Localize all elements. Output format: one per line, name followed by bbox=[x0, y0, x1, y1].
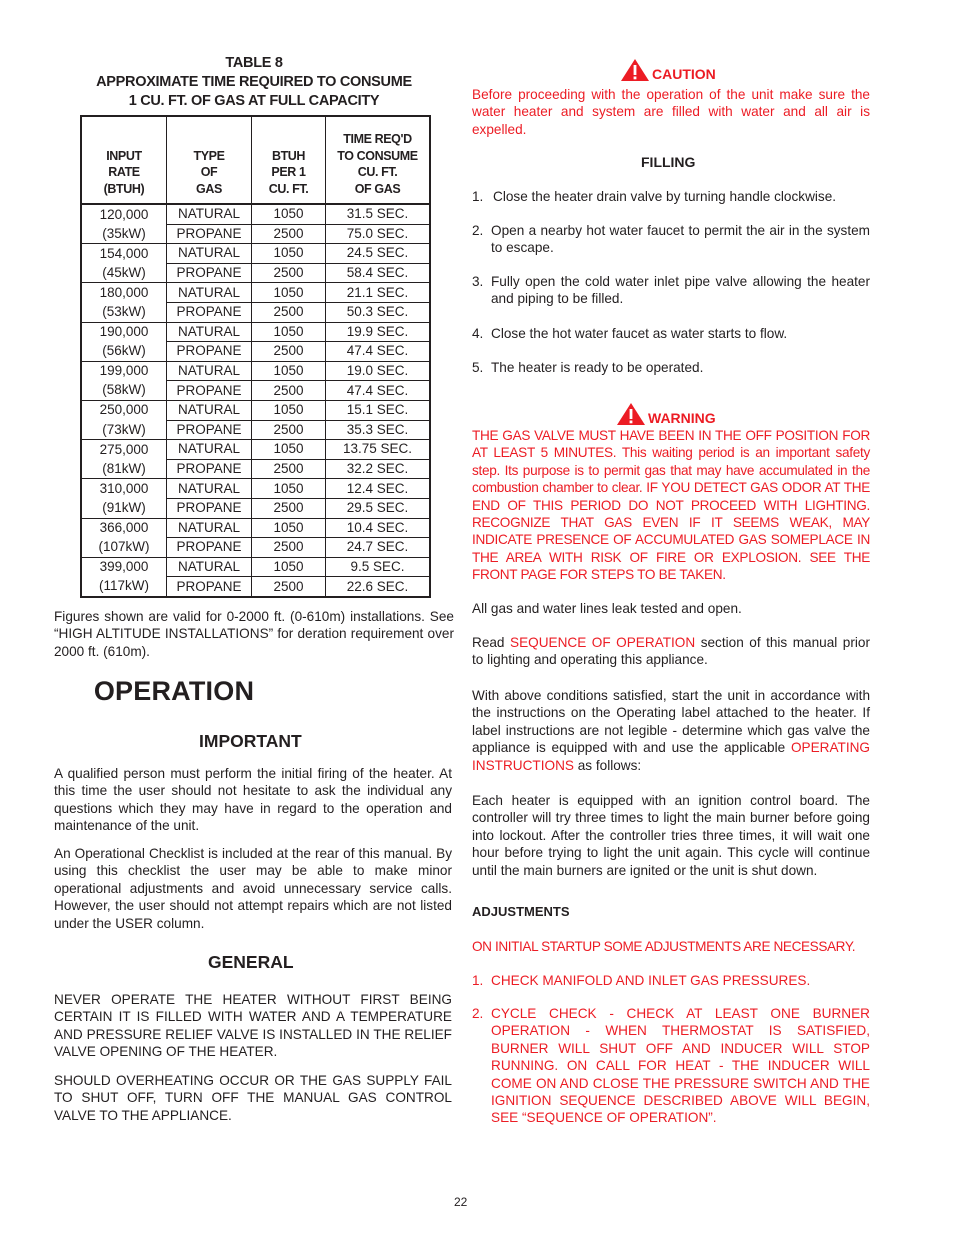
table-title-line2: APPROXIMATE TIME REQUIRED TO CONSUME bbox=[96, 74, 412, 90]
btuh-cell: 2500 bbox=[252, 381, 326, 401]
gas-type-cell: NATURAL bbox=[167, 440, 252, 460]
gas-type-cell: PROPANE bbox=[167, 498, 252, 518]
gas-type-cell: NATURAL bbox=[167, 204, 252, 224]
caution-label bbox=[620, 58, 716, 82]
table-row bbox=[81, 400, 430, 420]
warning-text: THE GAS VALVE MUST HAVE BEEN IN THE OFF POSITION FOR AT LEAST 5 MINUTES. This waiting period is an important safety step. Its purpose is to permit gas that may have accumulated in the combustion chamber to clear. IF YOU DETECT GAS ODOR AT THE END OF THIS PERIOD DO NOT PROCEED WITH LIGHTING. RECOGNIZE THAT GAS EVEN IF IT SEEMS WEAK, MAY INDICATE PRESENCE OF ACCUMULATED GAS SOMEPLACE IN THE AREA WITH RISK OF FIRE OR EXPLOSION. SEE THE FRONT PAGE FOR STEPS TO BE TAKEN. bbox=[472, 428, 870, 583]
btuh-cell: 1050 bbox=[252, 244, 326, 264]
header-text: PER 1 bbox=[271, 165, 306, 179]
gas-type-cell: NATURAL bbox=[167, 322, 252, 342]
input-rate-cell: 199,000 bbox=[81, 361, 167, 381]
operating-instructions-link[interactable]: OPERATING INSTRUCTIONS bbox=[472, 740, 870, 773]
time-cell: 10.4 SEC. bbox=[326, 518, 431, 538]
gas-type-cell: NATURAL bbox=[167, 518, 252, 538]
table-row bbox=[81, 204, 430, 224]
time-cell: 19.0 SEC. bbox=[326, 361, 431, 381]
table-title bbox=[54, 54, 454, 111]
input-rate-cell: 190,000 bbox=[81, 322, 167, 342]
time-cell: 47.4 SEC. bbox=[326, 342, 431, 362]
gas-type-cell: PROPANE bbox=[167, 302, 252, 322]
header-btuh-per-cuft bbox=[252, 116, 326, 204]
input-rate-cell: 275,000 bbox=[81, 440, 167, 460]
gas-consumption-table bbox=[80, 115, 431, 598]
item-number: 2. bbox=[472, 1006, 484, 1021]
warning-triangle-icon bbox=[616, 402, 646, 426]
btuh-cell: 2500 bbox=[252, 420, 326, 440]
general-paragraph-1: NEVER OPERATE THE HEATER WITHOUT FIRST BEING CERTAIN IT IS FILLED WITH WATER AND A TEMPERATURE AND PRESSURE RELIEF VALVE IS INSTALLED IN THE RELIEF VALVE OPENING OF THE HEATER. bbox=[54, 992, 452, 1060]
input-kw-cell: (35kW) bbox=[102, 225, 146, 241]
table-row bbox=[81, 440, 430, 460]
important-paragraph-2: An Operational Checklist is included at the rear of this manual. By using this checklist the user may be able to make minor operational adjustments and avoid unnecessary service calls. However, the user should not attempt repairs which are not listed under the USER column. bbox=[54, 846, 452, 931]
table-row bbox=[81, 479, 430, 499]
ignition-paragraph: Each heater is equipped with an ignition control board. The controller will try three times to light the main burner before going into lockout. After the controller tries three times, it will wait one hour before trying to light the unit again. This cycle will continue until the main burners are ignited or the unit is shut down. bbox=[472, 793, 870, 878]
input-rate-cell: 399,000 bbox=[81, 557, 167, 577]
btuh-cell: 1050 bbox=[252, 322, 326, 342]
warning-triangle-icon bbox=[620, 58, 650, 82]
input-kw-cell: (117kW) bbox=[98, 578, 149, 594]
step-text: Close the hot water faucet as water starts to flow. bbox=[491, 326, 788, 341]
table-footnote: Figures shown are valid for 0-2000 ft. (0-610m) installations. See “HIGH ALTITUDE INSTALLATIONS” for deration requirement over 2000 ft. (610m). bbox=[54, 609, 454, 659]
input-kw-cell: (56kW) bbox=[102, 343, 146, 359]
btuh-cell: 1050 bbox=[252, 204, 326, 224]
header-text: TYPE bbox=[193, 148, 225, 163]
item-text: CHECK MANIFOLD AND INLET GAS PRESSURES. bbox=[491, 973, 811, 988]
leak-tested-text: All gas and water lines leak tested and open. bbox=[472, 601, 742, 616]
btuh-cell: 2500 bbox=[252, 459, 326, 479]
time-cell: 13.75 SEC. bbox=[326, 440, 431, 460]
input-rate-cell: 310,000 bbox=[81, 479, 167, 499]
btuh-cell: 2500 bbox=[252, 498, 326, 518]
gas-type-cell: NATURAL bbox=[167, 479, 252, 499]
table-row bbox=[81, 244, 430, 264]
header-text: CU. FT. bbox=[357, 165, 398, 179]
step-text: Fully open the cold water inlet pipe valve allowing the heater and piping to be filled. bbox=[491, 274, 870, 307]
btuh-cell: 1050 bbox=[252, 361, 326, 381]
time-cell: 50.3 SEC. bbox=[326, 302, 431, 322]
step-number: 5. bbox=[472, 360, 484, 375]
gas-type-cell: NATURAL bbox=[167, 400, 252, 420]
header-time-required bbox=[326, 116, 431, 204]
table-row bbox=[81, 557, 430, 577]
time-cell: 32.2 SEC. bbox=[326, 459, 431, 479]
input-kw-cell: (45kW) bbox=[102, 264, 146, 280]
header-text: RATE bbox=[108, 165, 140, 179]
btuh-cell: 2500 bbox=[252, 302, 326, 322]
input-kw-cell: (58kW) bbox=[102, 382, 146, 398]
input-kw-cell: (81kW) bbox=[102, 460, 146, 476]
gas-type-cell: NATURAL bbox=[167, 557, 252, 577]
time-cell: 35.3 SEC. bbox=[326, 420, 431, 440]
header-text: GAS bbox=[196, 181, 222, 196]
header-text: TO CONSUME bbox=[337, 148, 418, 163]
text-span: as follows: bbox=[573, 757, 642, 773]
text-span: section of this manual prior to lighting and operating this appliance. bbox=[472, 635, 870, 668]
warning-label bbox=[616, 402, 716, 426]
table-row bbox=[81, 498, 430, 518]
table-row bbox=[81, 361, 430, 381]
gas-type-cell: PROPANE bbox=[167, 459, 252, 479]
table-row bbox=[81, 224, 430, 244]
time-cell: 12.4 SEC. bbox=[326, 479, 431, 499]
time-cell: 75.0 SEC. bbox=[326, 224, 431, 244]
table-row bbox=[81, 322, 430, 342]
time-cell: 58.4 SEC. bbox=[326, 263, 431, 283]
important-heading: IMPORTANT bbox=[199, 731, 302, 751]
time-cell: 21.1 SEC. bbox=[326, 283, 431, 303]
sequence-of-operation-link[interactable]: SEQUENCE OF OPERATION bbox=[510, 635, 696, 650]
table-title-line3: 1 CU. FT. OF GAS AT FULL CAPACITY bbox=[128, 93, 380, 109]
btuh-cell: 1050 bbox=[252, 400, 326, 420]
text-span: With above conditions satisfied, start the unit in accordance with the instructions on the Operating label attached to the heater. If label instructions are not legible - determine which gas valve the appliance is equipped with and use the applicable bbox=[472, 688, 870, 756]
header-text: TIME REQ'D bbox=[343, 132, 412, 146]
time-cell: 31.5 SEC. bbox=[326, 204, 431, 224]
time-cell: 15.1 SEC. bbox=[326, 400, 431, 420]
adjustments-heading: ADJUSTMENTS bbox=[472, 904, 570, 919]
gas-type-cell: PROPANE bbox=[167, 577, 252, 597]
table-row bbox=[81, 459, 430, 479]
table-row bbox=[81, 381, 430, 401]
header-text: CU. FT. bbox=[268, 181, 309, 196]
table-row bbox=[81, 518, 430, 538]
input-rate-cell: 366,000 bbox=[81, 518, 167, 538]
table-row bbox=[81, 538, 430, 558]
gas-type-cell: PROPANE bbox=[167, 263, 252, 283]
gas-type-cell: NATURAL bbox=[167, 283, 252, 303]
time-cell: 29.5 SEC. bbox=[326, 498, 431, 518]
table-header-row bbox=[81, 116, 430, 204]
table-row bbox=[81, 420, 430, 440]
item-number: 1. bbox=[472, 973, 484, 988]
table-row bbox=[81, 283, 430, 303]
general-paragraph-2: SHOULD OVERHEATING OCCUR OR THE GAS SUPPLY FAIL TO SHUT OFF, TURN OFF THE MANUAL GAS CONTROL VALVE TO THE APPLIANCE. bbox=[54, 1073, 452, 1123]
btuh-cell: 1050 bbox=[252, 518, 326, 538]
header-text: OF bbox=[200, 165, 218, 179]
btuh-cell: 1050 bbox=[252, 557, 326, 577]
time-cell: 24.7 SEC. bbox=[326, 538, 431, 558]
caution-text: Before proceeding with the operation of the unit make sure the water heater and system are filled with water and all air is expelled. bbox=[472, 87, 870, 137]
gas-type-cell: PROPANE bbox=[167, 538, 252, 558]
general-heading: GENERAL bbox=[208, 952, 294, 972]
gas-type-cell: PROPANE bbox=[167, 342, 252, 362]
time-cell: 47.4 SEC. bbox=[326, 381, 431, 401]
table-row bbox=[81, 577, 430, 597]
btuh-cell: 1050 bbox=[252, 479, 326, 499]
input-rate-cell: 250,000 bbox=[81, 400, 167, 420]
input-kw-cell: (91kW) bbox=[102, 499, 146, 515]
btuh-cell: 2500 bbox=[252, 538, 326, 558]
btuh-cell: 2500 bbox=[252, 342, 326, 362]
important-paragraph-1: A qualified person must perform the initial firing of the heater. At this time the user should not hesitate to ask the individual any questions which they may have in regard to the operation and maintenance of the unit. bbox=[54, 766, 452, 834]
table-body bbox=[81, 204, 430, 597]
input-rate-cell: 154,000 bbox=[81, 244, 167, 264]
gas-type-cell: PROPANE bbox=[167, 420, 252, 440]
adjustments-intro: ON INITIAL STARTUP SOME ADJUSTMENTS ARE NECESSARY. bbox=[472, 939, 856, 954]
step-number: 4. bbox=[472, 326, 484, 341]
warning-text-label: WARNING bbox=[648, 410, 716, 426]
btuh-cell: 2500 bbox=[252, 224, 326, 244]
page-number: 22 bbox=[454, 1195, 468, 1209]
input-rate-cell: 120,000 bbox=[81, 204, 167, 224]
btuh-cell: 1050 bbox=[252, 440, 326, 460]
text-span: Read bbox=[472, 635, 510, 650]
step-number: 3. bbox=[472, 274, 484, 289]
header-input-rate bbox=[81, 116, 167, 204]
gas-type-cell: NATURAL bbox=[167, 361, 252, 381]
table-row bbox=[81, 302, 430, 322]
header-text: (BTUH) bbox=[103, 181, 145, 196]
btuh-cell: 2500 bbox=[252, 577, 326, 597]
table-title-line1: TABLE 8 bbox=[225, 55, 283, 71]
item-text: CYCLE CHECK - CHECK AT LEAST ONE BURNER OPERATION - WHEN THERMOSTAT IS SATISFIED, BURNER WILL SHUT OFF AND INDUCER WILL STOP RUNNING. ON CALL FOR HEAT - THE INDUCER WILL COME ON AND CLOSE THE PRESSURE SWITCH AND THE IGNITION SEQUENCE DESCRIBED ABOVE WILL BEGIN, SEE “SEQUENCE OF OPERATION”. bbox=[491, 1006, 870, 1126]
btuh-cell: 1050 bbox=[252, 283, 326, 303]
header-text: INPUT bbox=[106, 148, 142, 163]
table-row bbox=[81, 263, 430, 283]
step-number: 1. bbox=[472, 189, 484, 204]
filling-heading: FILLING bbox=[641, 154, 696, 170]
step-text: The heater is ready to be operated. bbox=[491, 360, 704, 375]
header-text: OF GAS bbox=[354, 181, 401, 196]
read-sequence-paragraph bbox=[472, 634, 870, 669]
step-text: Close the heater drain valve by turning handle clockwise. bbox=[493, 189, 837, 204]
page-title: OPERATION bbox=[93, 676, 255, 706]
input-rate-cell: 180,000 bbox=[81, 283, 167, 303]
header-type-of-gas bbox=[167, 116, 252, 204]
gas-type-cell: PROPANE bbox=[167, 224, 252, 244]
btuh-cell: 2500 bbox=[252, 263, 326, 283]
time-cell: 19.9 SEC. bbox=[326, 322, 431, 342]
step-number: 2. bbox=[472, 223, 484, 238]
gas-type-cell: PROPANE bbox=[167, 381, 252, 401]
step-text: Open a nearby hot water faucet to permit the air in the system to escape. bbox=[491, 223, 870, 256]
time-cell: 22.6 SEC. bbox=[326, 577, 431, 597]
time-cell: 24.5 SEC. bbox=[326, 244, 431, 264]
gas-type-cell: NATURAL bbox=[167, 244, 252, 264]
time-cell: 9.5 SEC. bbox=[326, 557, 431, 577]
input-kw-cell: (53kW) bbox=[102, 304, 146, 320]
conditions-paragraph bbox=[472, 687, 870, 774]
caution-text-label: CAUTION bbox=[652, 66, 716, 82]
input-kw-cell: (107kW) bbox=[98, 539, 150, 555]
header-text: BTUH bbox=[271, 148, 306, 163]
table-row bbox=[81, 342, 430, 362]
input-kw-cell: (73kW) bbox=[102, 421, 146, 437]
